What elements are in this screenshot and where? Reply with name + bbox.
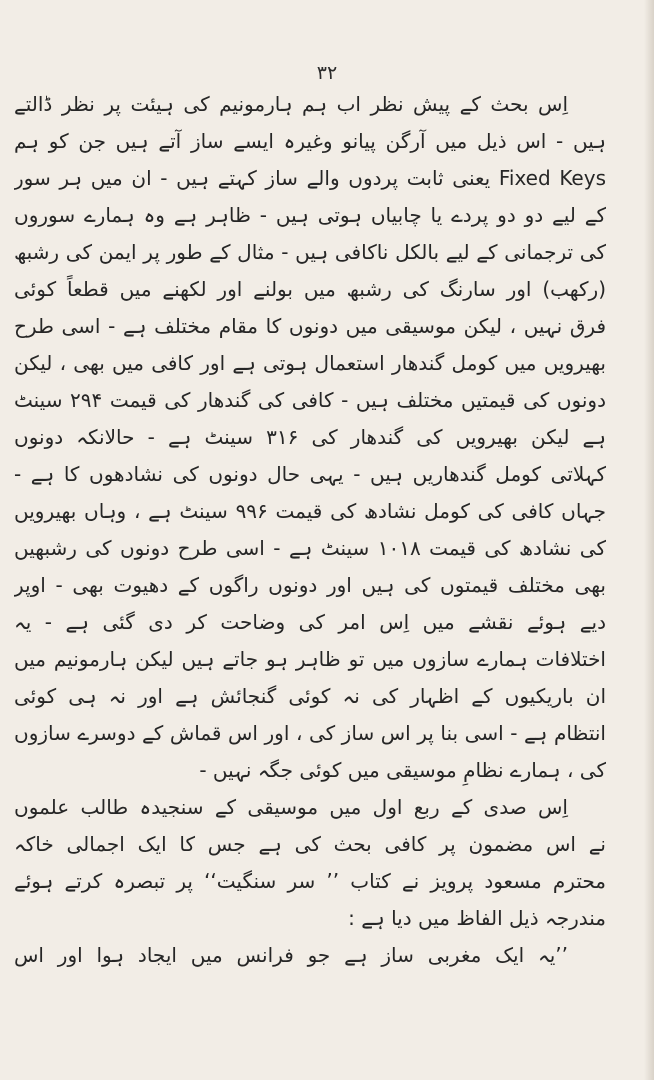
paragraph-line: کی ترجمانی کے لیے بالکل ناکافی ہیں - مثال کے طور پر ایمن کی رشبھ xyxy=(14,240,606,264)
page-number: ۳۲ xyxy=(316,62,338,84)
paragraph-line: اِس صدی کے ربع اول میں موسیقی کے سنجیدہ طالب علموں xyxy=(14,795,568,819)
paragraph-line: اختلافات ہمارے سازوں میں تو ظاہر ہو جاتے ہیں لیکن ہارمونیم میں xyxy=(14,647,606,671)
paragraph-line-last: کی ، ہمارے نظامِ موسیقی میں کوئی جگہ نہیں - xyxy=(199,758,606,782)
paragraph-line: ہے لیکن بھیرویں کی گندھار کی ۳۱۶ سینٹ ہے - حالانکہ دونوں xyxy=(14,425,606,449)
paragraph-line: بھی مختلف قیمتوں کی ہیں اور دونوں راگوں کے دھیوت بھی - اوپر xyxy=(14,573,606,597)
paragraph-line: بھیرویں میں کومل گندھار استعمال ہوتی ہے اور کافی میں بھی ، لیکن xyxy=(14,351,606,375)
paragraph-line: ان باریکیوں کے اظہار کی نہ کوئی گنجائش ہے اور نہ ہی کوئی xyxy=(14,684,606,708)
paragraph-line: انتظام ہے - اسی بنا پر اس ساز کی ، اور اس قماش کے دوسرے سازوں xyxy=(14,721,606,745)
paragraph-line: (رکھب) اور سارنگ کی رشبھ میں بولنے اور لکھنے میں قطعاً کوئی xyxy=(14,277,606,301)
paragraph-line: اِس بحث کے پیش نظر اب ہم ہارمونیم کی ہیئت پر نظر ڈالتے xyxy=(14,92,568,116)
paragraph-line: جہاں کافی کی کومل نشادھ کی قیمت ۹۹۶ سینٹ ہے ، وہاں بھیرویں xyxy=(14,499,606,523)
paragraph-line: Fixed Keys یعنی ثابت پردوں والے ساز کہتے ہیں - ان میں ہر سور xyxy=(14,166,606,190)
paragraph-line: کے لیے دو دو پردے یا چابیاں ہوتی ہیں - ظاہر ہے وہ ہمارے سوروں xyxy=(14,203,606,227)
body-text xyxy=(14,86,606,974)
page-edge-shadow xyxy=(644,0,654,1080)
paragraph-line: دونوں کی قیمتیں مختلف ہیں - کافی کی گندھار کی قیمت ۲۹۴ سینٹ xyxy=(14,388,606,412)
paragraph-line: ہیں - اس ذیل میں آرگن پیانو وغیرہ ایسے ساز آتے ہیں جن کو ہم xyxy=(14,129,606,153)
paragraph-line: دیے ہوئے نقشے میں اِس امر کی وضاحت کر دی گئی ہے - یہ xyxy=(14,610,606,634)
paragraph-line-last: مندرجہ ذیل الفاظ میں دیا ہے : xyxy=(348,906,606,930)
paragraph-line: کی نشادھ کی قیمت ۱۰۱۸ سینٹ ہے - اسی طرح دونوں کی رشبھیں xyxy=(14,536,606,560)
paragraph-line: فرق نہیں ، لیکن موسیقی میں دونوں کا مقام مختلف ہے - اسی طرح xyxy=(14,314,606,338)
quote-line: ’’یہ ایک مغربی ساز ہے جو فرانس میں ایجاد ہوا اور اس xyxy=(14,943,568,967)
paragraph-line: نے اس مضمون پر کافی بحث کی ہے جس کا ایک اجمالی خاکہ xyxy=(14,832,606,856)
paragraph-line: محترم مسعود پرویز نے کتاب ’’ سر سنگیت‘‘ پر تبصرہ کرتے ہوئے xyxy=(14,869,606,893)
paragraph-line: کہلاتی کومل گندھاریں ہیں - یہی حال دونوں کی نشادھوں کا ہے - xyxy=(14,462,606,486)
